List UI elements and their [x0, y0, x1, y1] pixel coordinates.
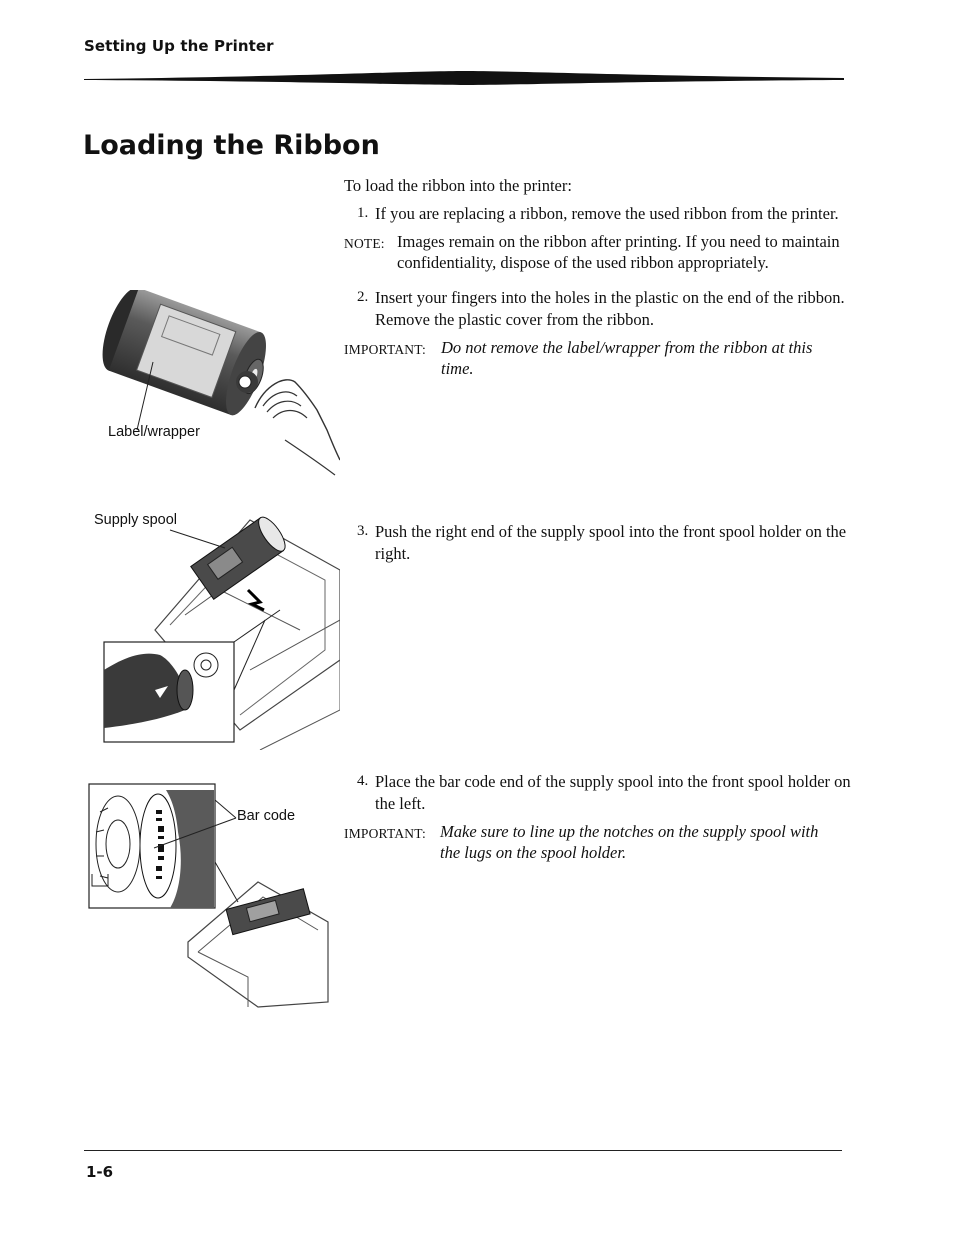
important-text-line1: Make sure to line up the notches on the supply spool with	[440, 822, 819, 841]
important-label: IMPORTANT:	[344, 342, 426, 357]
ribbon-cartridge-illustration	[95, 290, 340, 480]
step-text-line2: Remove the plastic cover from the ribbon.	[375, 310, 655, 329]
step-text-line1: Insert your fingers into the holes in the plastic on the end of the ribbon.	[375, 288, 845, 307]
step-number: 4.	[357, 773, 369, 789]
supply-spool-callout: Supply spool	[94, 512, 178, 528]
important-text-line1: Do not remove the label/wrapper from the ribbon at this	[441, 338, 813, 357]
important-label: IMPORTANT:	[344, 826, 426, 841]
important-text-line2: the lugs on the spool holder.	[440, 843, 627, 862]
step-number: 3.	[357, 523, 369, 539]
important-text-line2: time.	[441, 359, 474, 378]
footer-rule	[84, 1150, 842, 1151]
running-head: Setting Up the Printer	[84, 37, 274, 55]
header-rule	[84, 68, 844, 88]
supply-spool-illustration	[100, 510, 340, 750]
page-number: 1-6	[86, 1163, 114, 1181]
page-title: Loading the Ribbon	[83, 130, 380, 161]
intro-text: To load the ribbon into the printer:	[344, 176, 572, 195]
note-text-line1: Images remain on the ribbon after printing. If you need to maintain	[397, 232, 840, 251]
step-number: 2.	[357, 289, 369, 305]
note-label: NOTE:	[344, 236, 385, 251]
step-text-line2: the left.	[375, 794, 426, 813]
step-text-line2: right.	[375, 544, 411, 563]
step-text-line1: Place the bar code end of the supply spool into the front spool holder on	[375, 772, 851, 791]
label-wrapper-callout: Label/wrapper	[108, 424, 200, 440]
step-text-line1: Push the right end of the supply spool into the front spool holder on the	[375, 522, 847, 541]
note-text-line2: confidentiality, dispose of the used ribbon appropriately.	[397, 253, 769, 272]
step-text: If you are replacing a ribbon, remove the used ribbon from the printer.	[375, 204, 839, 223]
bar-code-illustration	[88, 782, 340, 1012]
bar-code-callout: Bar code	[237, 808, 296, 824]
step-number: 1.	[357, 205, 369, 221]
